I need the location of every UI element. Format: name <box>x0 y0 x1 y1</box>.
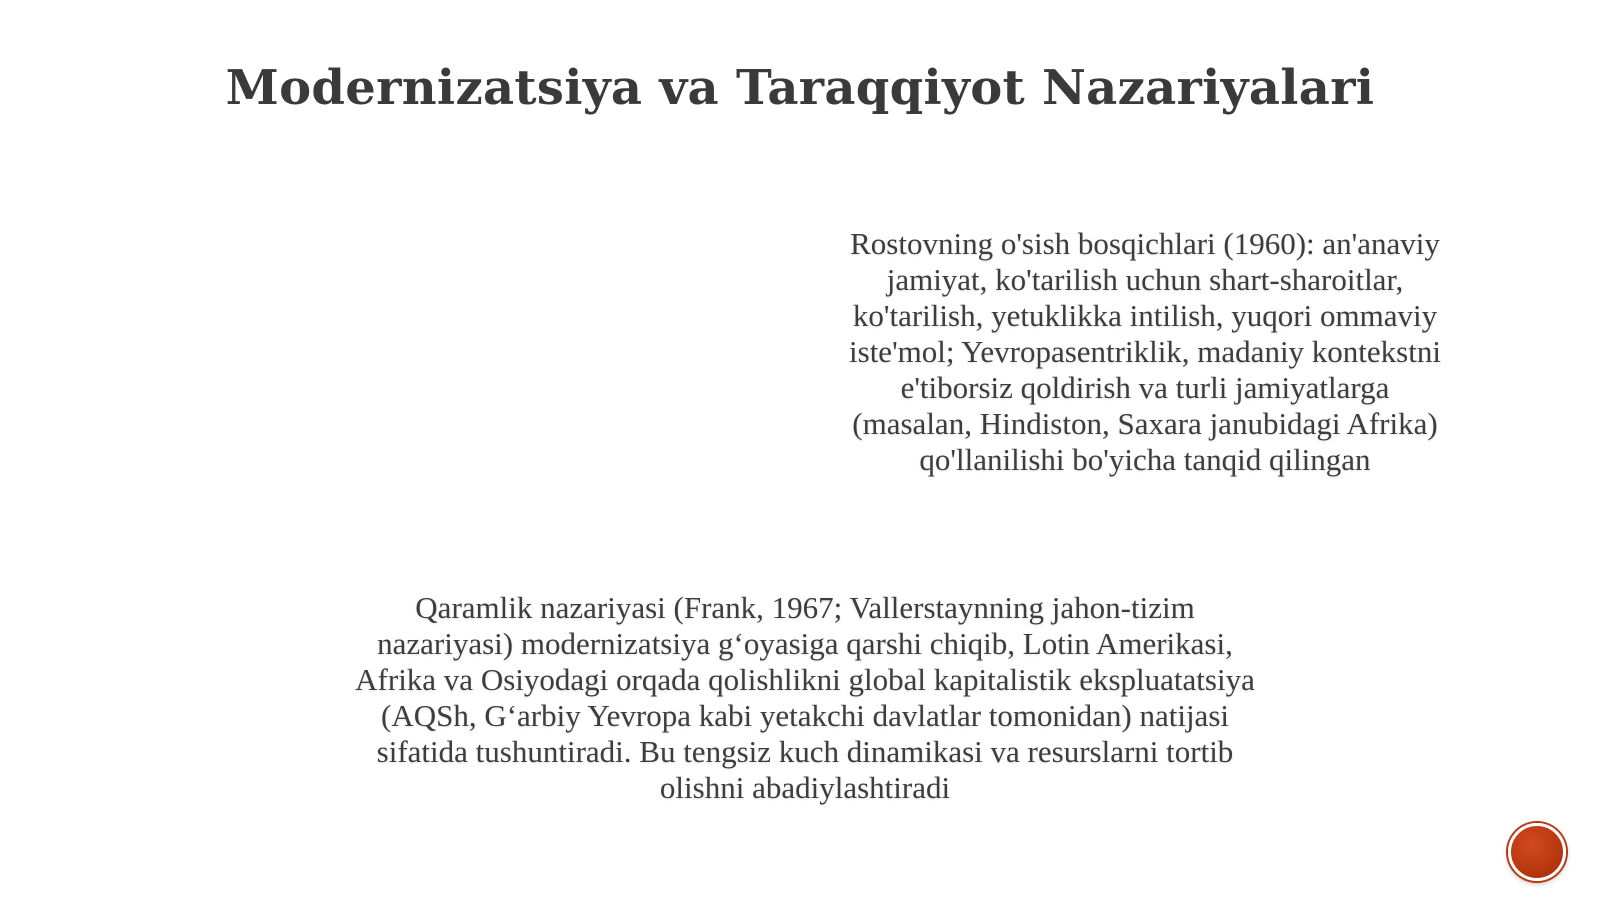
text-line: Qaramlik nazariyasi (Frank, 1967; Vallerstaynning jahon-tizim <box>415 590 1195 625</box>
text-line: jamiyat, ko'tarilish uchun shart-sharoitlar, <box>886 262 1404 297</box>
text-line: nazariyasi) modernizatsiya g‘oyasiga qarshi chiqib, Lotin Amerikasi, <box>377 626 1233 661</box>
slide-nav-button[interactable] <box>1508 823 1566 881</box>
text-block-rostow <box>800 226 1490 478</box>
text-line: (AQSh, G‘arbiy Yevropa kabi yetakchi davlatlar tomonidan) natijasi <box>381 698 1229 733</box>
text-block-dependency <box>275 590 1335 806</box>
text-line: (masalan, Hindiston, Saxara janubidagi Afrika) <box>852 406 1438 441</box>
text-line: e'tiborsiz qoldirish va turli jamiyatlarga <box>900 370 1390 405</box>
slide-title: Modernizatsiya va Taraqqiyot Nazariyalari <box>225 60 1375 116</box>
text-line: Rostovning o'sish bosqichlari (1960): an'anaviy <box>850 226 1440 261</box>
text-line: ko'tarilish, yetuklikka intilish, yuqori ommaviy <box>852 298 1438 333</box>
text-line: olishni abadiylashtiradi <box>659 770 951 805</box>
text-line: Afrika va Osiyodagi orqada qolishlikni global kapitalistik ekspluatatsiya <box>355 662 1255 697</box>
text-line: iste'mol; Yevropasentriklik, madaniy kontekstni <box>849 334 1441 369</box>
text-line: qo'llanilishi bo'yicha tanqid qilingan <box>919 442 1371 477</box>
text-line: sifatida tushuntiradi. Bu tengsiz kuch dinamikasi va resurslarni tortib <box>376 734 1234 769</box>
